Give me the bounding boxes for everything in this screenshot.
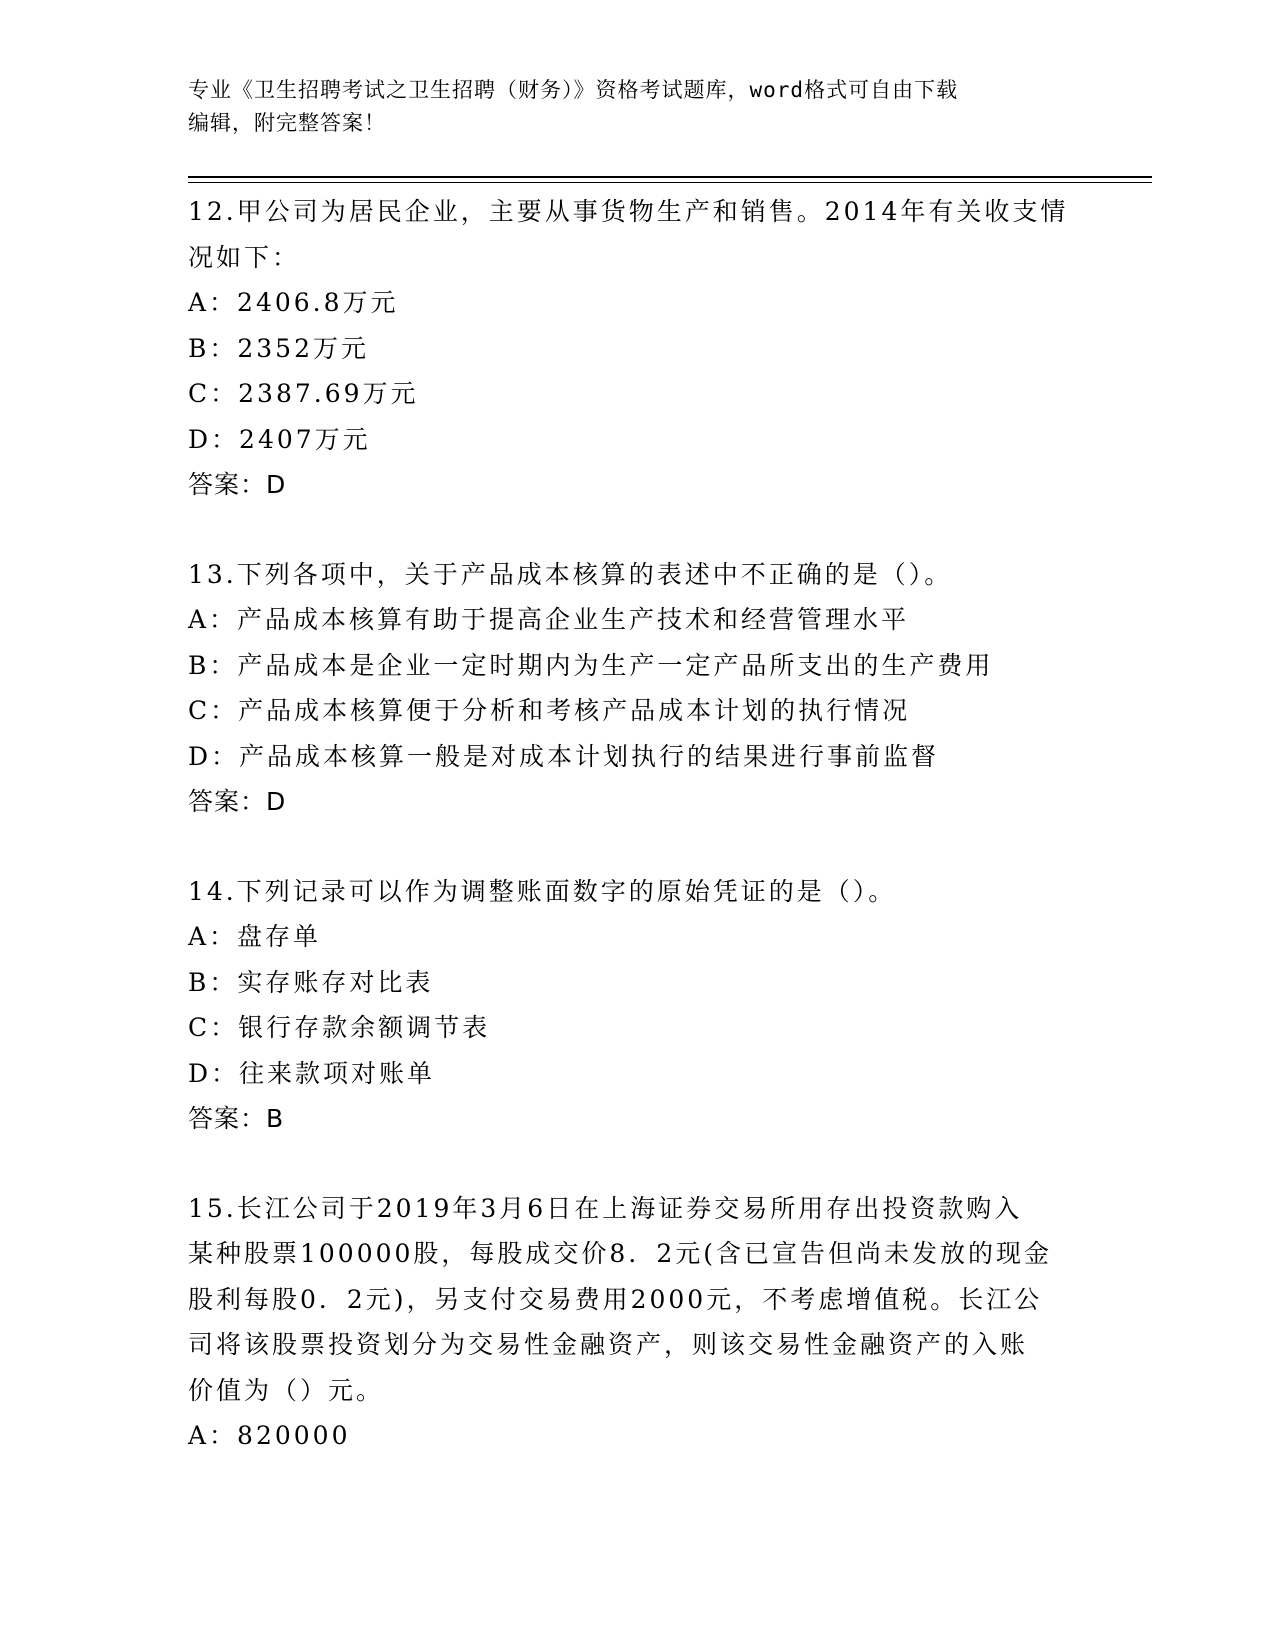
question-stem-line: 13.下列各项中，关于产品成本核算的表述中不正确的是（）。 [188,559,953,589]
question-list [188,189,1088,1459]
option-c: C：产品成本核算便于分析和考核产品成本计划的执行情况 [188,696,911,725]
header-divider-thick [188,176,1152,178]
question-13 [188,552,1088,825]
question-spacer [188,1142,1088,1186]
option-b: B：2352万元 [188,333,369,363]
header-divider-thin [188,182,1152,183]
question-stem-line: 14.下列记录可以作为调整账面数字的原始凭证的是（）。 [188,876,897,906]
answer-label: 答案：D [188,470,287,499]
option-a: A：盘存单 [188,922,322,951]
option-a: A：820000 [188,1421,351,1450]
question-12 [188,189,1088,508]
option-c: C：银行存款余额调节表 [188,1013,491,1042]
header-line-2: 编辑，附完整答案！ [188,111,386,135]
header-line-1: 专业《卫生招聘考试之卫生招聘（财务）》资格考试题库，word格式可自由下载 [188,78,959,102]
question-stem-line: 况如下： [188,242,301,272]
answer-label: 答案：D [188,787,287,816]
question-15 [188,1186,1088,1459]
option-a: A：产品成本核算有助于提高企业生产技术和经营管理水平 [188,605,910,634]
option-b: B：产品成本是企业一定时期内为生产一定产品所支出的生产费用 [188,650,994,680]
question-stem-line: 15.长江公司于2019年3月6日在上海证券交易所用存出投资款购入 [188,1193,1023,1223]
question-stem-line: 司将该股票投资划分为交易性金融资产，则该交易性金融资产的入账 [188,1330,1029,1359]
option-d: D：2407万元 [188,424,371,454]
option-a: A：2406.8万元 [188,288,399,317]
question-stem-line: 12.甲公司为居民企业，主要从事货物生产和销售。2014年有关收支情 [188,197,1069,226]
question-stem-line: 股利每股0．2元)，另支付交易费用2000元，不考虑增值税。长江公 [188,1284,1043,1314]
option-d: D：往来款项对账单 [188,1058,436,1088]
option-d: D：产品成本核算一般是对成本计划执行的结果进行事前监督 [188,741,940,771]
answer-label: 答案：B [188,1104,285,1133]
question-stem-line: 价值为（）元。 [188,1375,385,1405]
option-b: B：实存账存对比表 [188,967,434,997]
question-stem-line: 某种股票100000股，每股成交价8．2元(含已宣告但尚未发放的现金 [188,1239,1053,1268]
question-spacer [188,825,1088,869]
question-spacer [188,508,1088,552]
option-c: C：2387.69万元 [188,379,419,408]
document-header [188,74,1068,140]
question-14 [188,869,1088,1142]
